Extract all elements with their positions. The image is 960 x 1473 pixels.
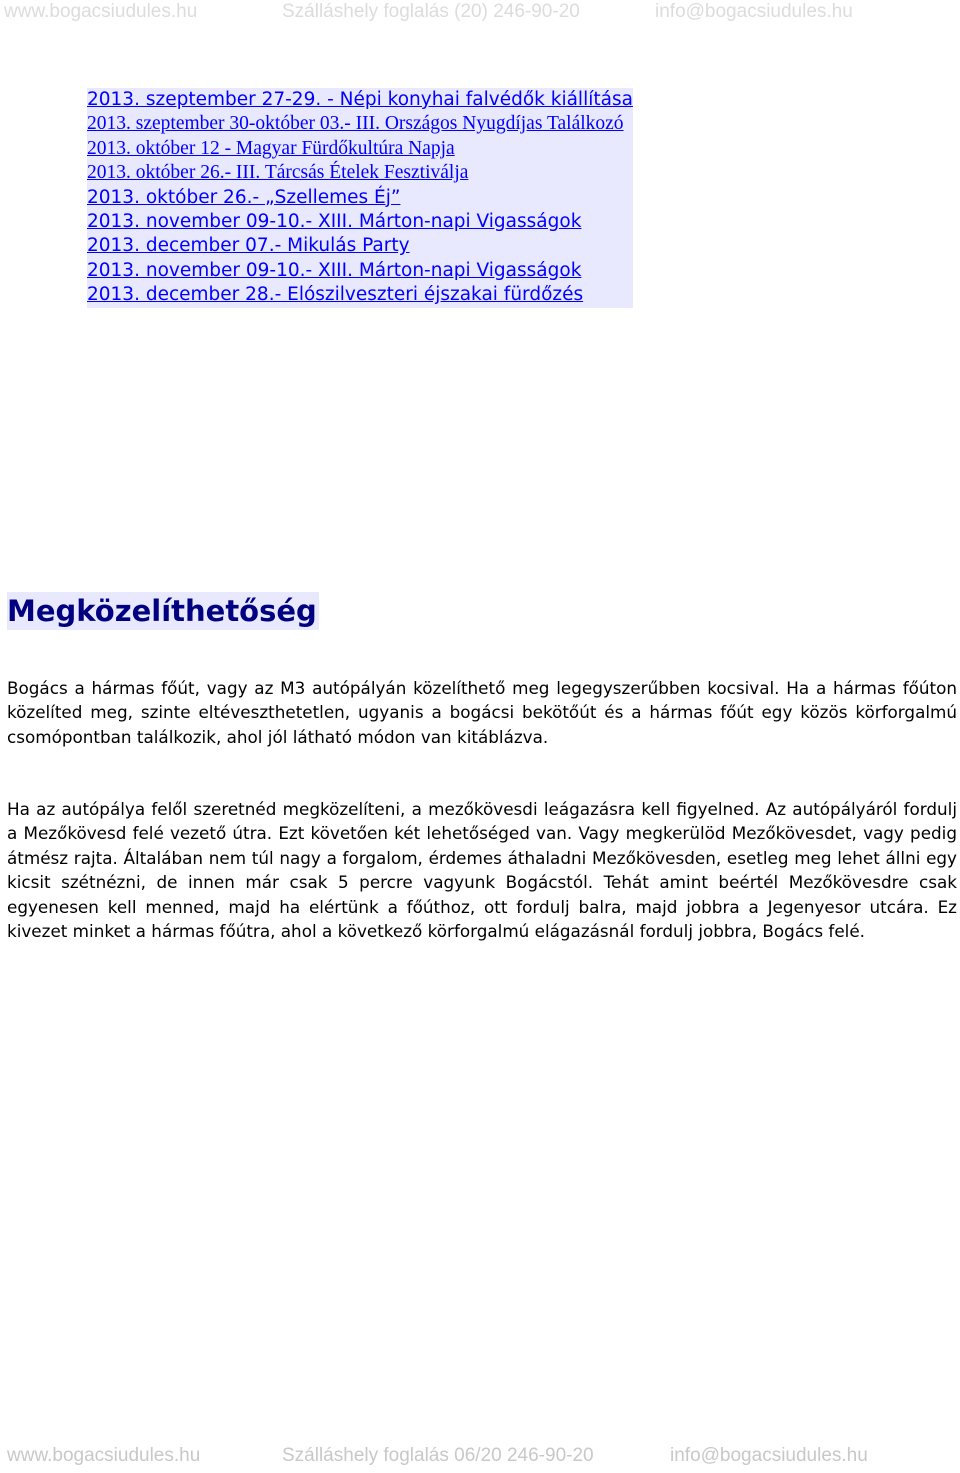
body-paragraph: Ha az autópálya felől szeretnéd megközelíteni, a mezőkövesdi leágazásra kell figyelned. Az autópályáról fordulj a Mezőkövesd felé vezető útra. Ezt követően két lehetőséged van. Vagy megkerülöd Mezőkövesdet, vagy pedig átmész rajta. Általában nem túl nagy a forgalom, érdemes áthaladni Mezőkövesden, esetleg meg lehet állni egy kicsit szétnézni, de innen már csak 5 percre vagyunk Bogácstól. Tehát amint beértél Mezőkövesdre csak egyenesen kell menned, majd ha elértünk a főúthoz, ott fordulj balra, majd jobbra a Jegenyesor utcára. Ez kivezet minket a hármas főútra, ahol a következő körforgalmú elágazásnál fordulj jobbra, Bogács felé. [7,799,957,942]
page-header [0,0,960,24]
header-booking-phone: Szálláshely foglalás (20) 246-90-20 [282,1,580,22]
footer-booking-phone: Szálláshely foglalás 06/20 246-90-20 [282,1445,594,1466]
event-link[interactable]: 2013. december 07.- Mikulás Party [87,234,633,258]
body-paragraph: Bogács a hármas főút, vagy az M3 autópályán közelíthető meg legegyszerűbben kocsival. Ha a hármas főúton közelíted meg, szinte eltéveszthetetlen, ugyanis a bogácsi bekötőút és a hármas főút egy közös körforgalmú csomópontban találkozik, ahol jól látható módon van kitáblázva. [7,678,957,747]
event-link[interactable]: 2013. szeptember 27-29. - Népi konyhai falvédők kiállítása [87,88,633,112]
header-email: info@bogacsiudules.hu [655,1,853,22]
event-link[interactable]: 2013. október 26.- „Szellemes Éj” [87,186,633,210]
page-footer [0,1445,960,1473]
event-link[interactable]: 2013. december 28.- Elószilveszteri éjszakai fürdőzés [87,283,633,307]
header-website: www.bogacsiudules.hu [4,1,198,22]
section-title: Megközelíthetőség [7,594,317,628]
footer-website: www.bogacsiudules.hu [7,1445,201,1466]
event-link[interactable]: 2013. november 09-10.- XIII. Márton-napi Vigasságok [87,259,633,283]
event-link[interactable]: 2013. október 12 - Magyar Fürdőkultúra Napja [87,137,633,161]
event-link[interactable]: 2013. szeptember 30-október 03.- III. Országos Nyugdíjas Találkozó [87,112,633,136]
footer-email: info@bogacsiudules.hu [670,1445,868,1466]
event-link[interactable]: 2013. november 09-10.- XIII. Márton-napi Vigasságok [87,210,633,234]
event-list [87,88,633,308]
event-link[interactable]: 2013. október 26.- III. Tárcsás Ételek Fesztiválja [87,161,633,185]
